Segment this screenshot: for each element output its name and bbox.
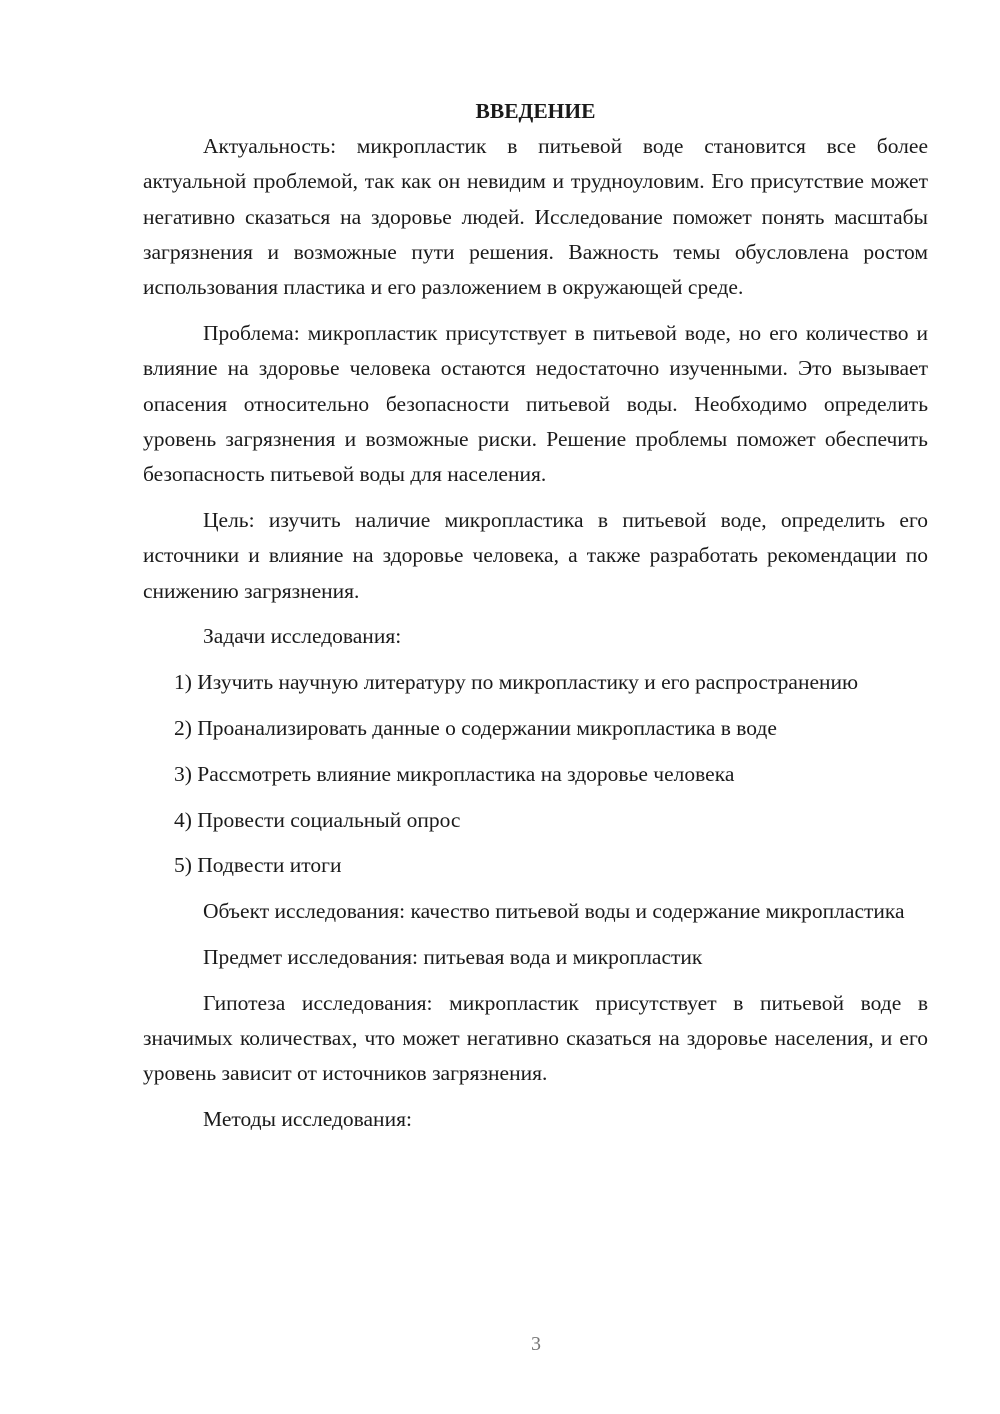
task-item-2: 2) Проанализировать данные о содержании микропластика в воде: [174, 715, 777, 740]
task-item-1: 1) Изучить научную литературу по микропластику и его распространению: [174, 670, 859, 695]
subject-paragraph: Предмет исследования: питьевая вода и микропластик: [203, 944, 703, 969]
page-title: ВВЕДЕНИЕ: [475, 99, 596, 123]
relevance-paragraph: Актуальность: микропластик в питьевой воде становится все более актуальной проблемой, так как он невидим и трудноуловим. Его присутствие может негативно сказаться на здоровье людей. Исследование поможет понять масштабы загрязнения и возможные пути решения. Важность темы обусловлена ростом использования пластика и его разложением в окружающей среде.: [143, 134, 928, 300]
problem-paragraph: Проблема: микропластик присутствует в питьевой воде, но его количество и влияние на здоровье человека остаются недостаточно изученными. Это вызывает опасения относительно безопасности питьевой воды. Необходимо определить уровень загрязнения и возможные риски. Решение проблемы поможет обеспечить безопасность питьевой воды для населения.: [143, 320, 928, 487]
goal-paragraph: Цель: изучить наличие микропластика в питьевой воде, определить его источники и влияние на здоровье человека, а также разработать рекомендации по снижению загрязнения.: [143, 507, 928, 603]
task-item-5: 5) Подвести итоги: [174, 853, 342, 878]
task-item-4: 4) Провести социальный опрос: [174, 807, 461, 832]
methods-heading: Методы исследования:: [203, 1107, 412, 1132]
page-number: 3: [531, 1333, 541, 1355]
task-item-3: 3) Рассмотреть влияние микропластика на здоровье человека: [174, 761, 735, 786]
tasks-heading: Задачи исследования:: [203, 624, 402, 649]
hypothesis-paragraph: Гипотеза исследования: микропластик присутствует в питьевой воде в значимых количествах, что может негативно сказаться на здоровье населения, и его уровень зависит от источников загрязнения.: [143, 990, 928, 1086]
page-content: [143, 96, 928, 1148]
object-paragraph: Объект исследования: качество питьевой воды и содержание микропластика: [203, 899, 905, 924]
